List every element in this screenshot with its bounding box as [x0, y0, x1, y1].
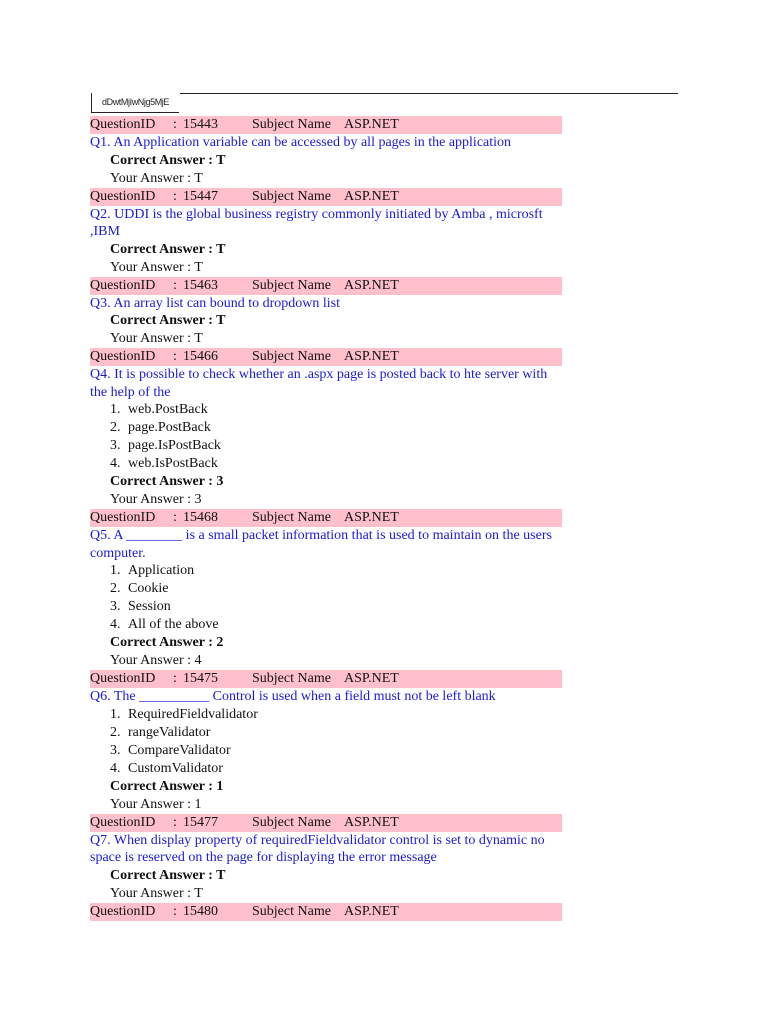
- question-id-label: QuestionID: [90, 671, 156, 686]
- correct-answer: [90, 152, 562, 170]
- your-answer-label: Your Answer :: [110, 170, 195, 186]
- your-answer-value: T: [194, 331, 203, 346]
- question-text: Q3. An array list can bound to dropdown list: [90, 295, 341, 311]
- correct-answer-value: T: [216, 867, 226, 883]
- your-answer-label: Your Answer :: [110, 331, 195, 346]
- option-item: [90, 724, 562, 742]
- your-answer-label: Your Answer :: [110, 492, 195, 507]
- option-list: [90, 401, 562, 473]
- correct-answer: [90, 241, 562, 259]
- your-answer-label: Your Answer :: [110, 885, 195, 901]
- subject-name-label: Subject Name: [252, 510, 331, 525]
- question-id-colon: :: [173, 814, 177, 830]
- correct-answer-label: Correct Answer :: [110, 313, 217, 328]
- option-number: 4.: [110, 456, 121, 471]
- option-text: web.PostBack: [128, 402, 208, 417]
- question-id-bar: [90, 116, 562, 134]
- option-item: [90, 742, 562, 760]
- question-id-bar: [90, 670, 562, 688]
- question-list: [90, 116, 562, 921]
- option-list: [90, 706, 562, 778]
- option-item: [90, 562, 562, 580]
- subject-name-label: Subject Name: [252, 671, 331, 686]
- question-id-bar: [90, 903, 562, 921]
- question-text: Q5. A ________ is a small packet information that is used to maintain on the users computer.: [90, 528, 552, 561]
- question-id-value: 15466: [183, 349, 218, 364]
- subject-name-value: ASP.NET: [344, 188, 399, 204]
- subject-name-label: Subject Name: [252, 814, 331, 830]
- question-text: Q6. The __________ Control is used when a field must not be left blank: [90, 689, 496, 704]
- option-number: 1.: [110, 706, 121, 722]
- question-id-value: 15447: [183, 188, 218, 204]
- option-text: CompareValidator: [128, 742, 231, 758]
- correct-answer-label: Correct Answer :: [110, 152, 217, 168]
- question-id-colon: :: [173, 117, 177, 132]
- question-text: Q2. UDDI is the global business registry commonly initiated by Amba , microsft ,IBM: [90, 206, 543, 239]
- your-answer-value: 4: [194, 653, 202, 668]
- subject-name-value: ASP.NET: [344, 671, 399, 686]
- question-id-label: QuestionID: [90, 277, 156, 293]
- question-id-label: QuestionID: [90, 510, 156, 525]
- question-id-bar: [90, 348, 562, 366]
- option-text: RequiredFieldvalidator: [128, 706, 258, 722]
- your-answer-value: T: [194, 259, 203, 275]
- subject-name-label: Subject Name: [252, 349, 331, 364]
- your-answer: [90, 259, 562, 277]
- option-text: web.IsPostBack: [128, 456, 218, 471]
- your-answer: [90, 170, 562, 188]
- correct-answer: [90, 778, 562, 796]
- your-answer-value: 3: [194, 492, 202, 507]
- option-text: Application: [128, 563, 195, 578]
- your-answer-label: Your Answer :: [110, 796, 195, 812]
- option-text: page.IsPostBack: [128, 438, 221, 453]
- option-number: 2.: [110, 581, 121, 596]
- correct-answer-value: 2: [216, 635, 224, 650]
- correct-answer: [90, 634, 562, 652]
- question-id-value: 15463: [183, 277, 218, 293]
- correct-answer-value: 3: [216, 474, 224, 489]
- question-id-value: 15480: [183, 903, 218, 919]
- option-item: [90, 401, 562, 419]
- question-id-label: QuestionID: [90, 188, 156, 204]
- option-number: 3.: [110, 599, 121, 614]
- option-text: CustomValidator: [128, 760, 223, 776]
- your-answer-label: Your Answer :: [110, 259, 195, 275]
- subject-name-label: Subject Name: [252, 277, 331, 293]
- question-text: Q1. An Application variable can be accessed by all pages in the application: [90, 135, 512, 150]
- option-item: [90, 706, 562, 724]
- question-id-label: QuestionID: [90, 117, 156, 132]
- option-number: 1.: [110, 402, 121, 417]
- question-id-colon: :: [173, 277, 177, 293]
- correct-answer-value: T: [216, 152, 226, 168]
- option-list: [90, 562, 562, 634]
- question-id-value: 15477: [183, 814, 218, 830]
- question-id-colon: :: [173, 903, 177, 919]
- option-item: [90, 598, 562, 616]
- header-stamp: dDwtMjIwNjg5MjE: [91, 93, 179, 113]
- option-number: 2.: [110, 724, 121, 740]
- correct-answer: [90, 312, 562, 330]
- option-number: 3.: [110, 438, 121, 453]
- subject-name-value: ASP.NET: [344, 349, 399, 364]
- your-answer: [90, 330, 562, 348]
- question-id-label: QuestionID: [90, 903, 156, 919]
- header-rule: [180, 93, 678, 94]
- your-answer-value: T: [194, 885, 203, 901]
- subject-name-label: Subject Name: [252, 188, 331, 204]
- your-answer-value: T: [194, 170, 203, 186]
- your-answer: [90, 885, 562, 903]
- option-text: rangeValidator: [128, 724, 211, 740]
- option-text: Cookie: [128, 581, 169, 596]
- correct-answer-value: T: [216, 313, 226, 328]
- option-item: [90, 455, 562, 473]
- subject-name-value: ASP.NET: [344, 510, 399, 525]
- question-id-bar: [90, 814, 562, 832]
- correct-answer-label: Correct Answer :: [110, 778, 217, 794]
- your-answer: [90, 491, 562, 509]
- correct-answer-value: T: [216, 241, 226, 257]
- correct-answer-label: Correct Answer :: [110, 635, 217, 650]
- correct-answer-label: Correct Answer :: [110, 474, 217, 489]
- question-id-value: 15475: [183, 671, 218, 686]
- option-text: page.PostBack: [128, 420, 211, 435]
- question-id-colon: :: [173, 349, 177, 364]
- question-id-bar: [90, 277, 562, 295]
- question-id-bar: [90, 509, 562, 527]
- question-id-label: QuestionID: [90, 349, 156, 364]
- option-item: [90, 616, 562, 634]
- correct-answer: [90, 867, 562, 885]
- question-id-value: 15468: [183, 510, 218, 525]
- subject-name-value: ASP.NET: [344, 814, 399, 830]
- option-number: 3.: [110, 742, 121, 758]
- correct-answer: [90, 473, 562, 491]
- option-number: 2.: [110, 420, 121, 435]
- question-id-value: 15443: [183, 117, 218, 132]
- option-text: Session: [128, 599, 171, 614]
- option-number: 1.: [110, 563, 121, 578]
- your-answer: [90, 652, 562, 670]
- subject-name-value: ASP.NET: [344, 277, 399, 293]
- option-item: [90, 580, 562, 598]
- subject-name-label: Subject Name: [252, 117, 331, 132]
- your-answer: [90, 796, 562, 814]
- subject-name-value: ASP.NET: [344, 117, 399, 132]
- option-number: 4.: [110, 760, 121, 776]
- question-id-colon: :: [173, 188, 177, 204]
- subject-name-label: Subject Name: [252, 903, 331, 919]
- option-number: 4.: [110, 617, 121, 632]
- question-id-colon: :: [173, 510, 177, 525]
- question-id-colon: :: [173, 671, 177, 686]
- option-item: [90, 437, 562, 455]
- option-item: [90, 419, 562, 437]
- your-answer-value: 1: [194, 796, 202, 812]
- option-text: All of the above: [128, 617, 219, 632]
- question-text: Q4. It is possible to check whether an .aspx page is posted back to hte server with the help of the: [90, 367, 548, 400]
- question-text: Q7. When display property of requiredFieldvalidator control is set to dynamic no space is reserved on the page for displaying the error message: [90, 832, 545, 865]
- correct-answer-label: Correct Answer :: [110, 241, 217, 257]
- correct-answer-label: Correct Answer :: [110, 867, 217, 883]
- question-id-bar: [90, 188, 562, 206]
- correct-answer-value: 1: [216, 778, 224, 794]
- your-answer-label: Your Answer :: [110, 653, 195, 668]
- question-id-label: QuestionID: [90, 814, 156, 830]
- subject-name-value: ASP.NET: [344, 903, 399, 919]
- option-item: [90, 760, 562, 778]
